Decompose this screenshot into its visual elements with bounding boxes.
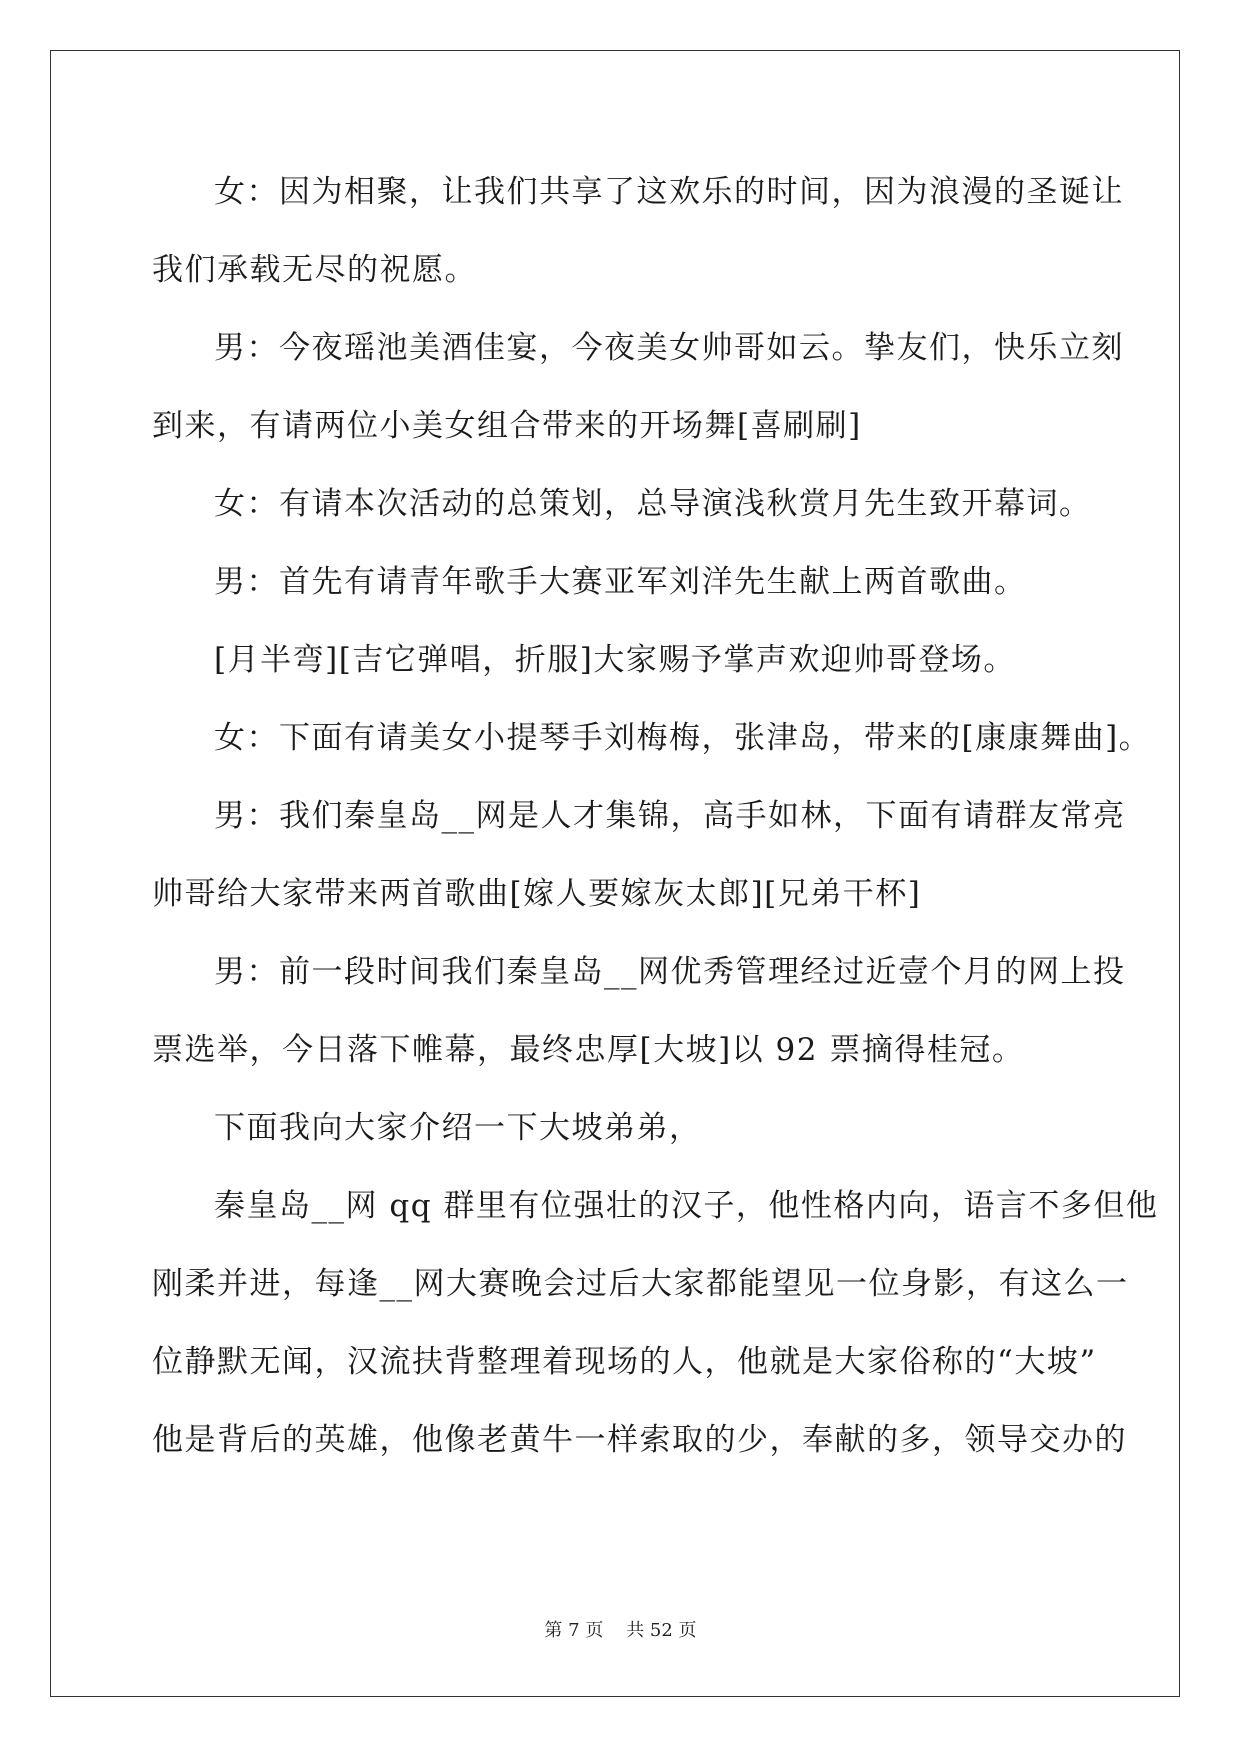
paragraph-line: 刚柔并进，每逢__网大赛晚会过后大家都能望见一位身影，有这么一	[152, 1266, 1129, 1302]
paragraph-line: 男：前一段时间我们秦皇岛__网优秀管理经过近壹个月的网上投	[214, 954, 1126, 990]
paragraph-line: 女：有请本次活动的总策划，总导演浅秋赏月先生致开幕词。	[214, 486, 1092, 522]
paragraph-line: 女：下面有请美女小提琴手刘梅梅，张津岛，带来的[康康舞曲]。	[214, 720, 1152, 756]
paragraph-line: 男：我们秦皇岛__网是人才集锦，高手如林，下面有请群友常亮	[214, 798, 1126, 834]
paragraph-line: 位静默无闻，汉流扶背整理着现场的人，他就是大家俗称的“大坡”	[152, 1344, 1097, 1380]
page-number-footer: 第 7 页 共 52 页	[544, 1620, 697, 1641]
paragraph-line: 他是背后的英雄，他像老黄牛一样索取的少，奉献的多，领导交办的	[152, 1422, 1127, 1458]
paragraph-line: 男：首先有请青年歌手大赛亚军刘洋先生献上两首歌曲。	[214, 564, 1027, 600]
paragraph-line: 帅哥给大家带来两首歌曲[嫁人要嫁灰太郎][兄弟干杯]	[152, 876, 922, 912]
paragraph-line: [月半弯][吉它弹唱，折服]大家赐予掌声欢迎帅哥登场。	[214, 642, 1016, 678]
paragraph-line: 我们承载无尽的祝愿。	[152, 252, 477, 288]
paragraph-line: 到来，有请两位小美女组合带来的开场舞[喜刷刷]	[152, 408, 862, 444]
document-body	[152, 164, 1159, 1490]
paragraph-line: 票选举，今日落下帷幕，最终忠厚[大坡]以 92 票摘得桂冠。	[152, 1032, 1025, 1068]
paragraph-line: 男：今夜瑶池美酒佳宴，今夜美女帅哥如云。挚友们，快乐立刻	[214, 330, 1124, 366]
paragraph-line: 下面我向大家介绍一下大坡弟弟，	[214, 1110, 702, 1146]
paragraph-line: 女：因为相聚，让我们共享了这欢乐的时间，因为浪漫的圣诞让	[214, 174, 1124, 210]
paragraph-line: 秦皇岛__网 qq 群里有位强壮的汉子，他性格内向，语言不多但他	[214, 1188, 1159, 1224]
